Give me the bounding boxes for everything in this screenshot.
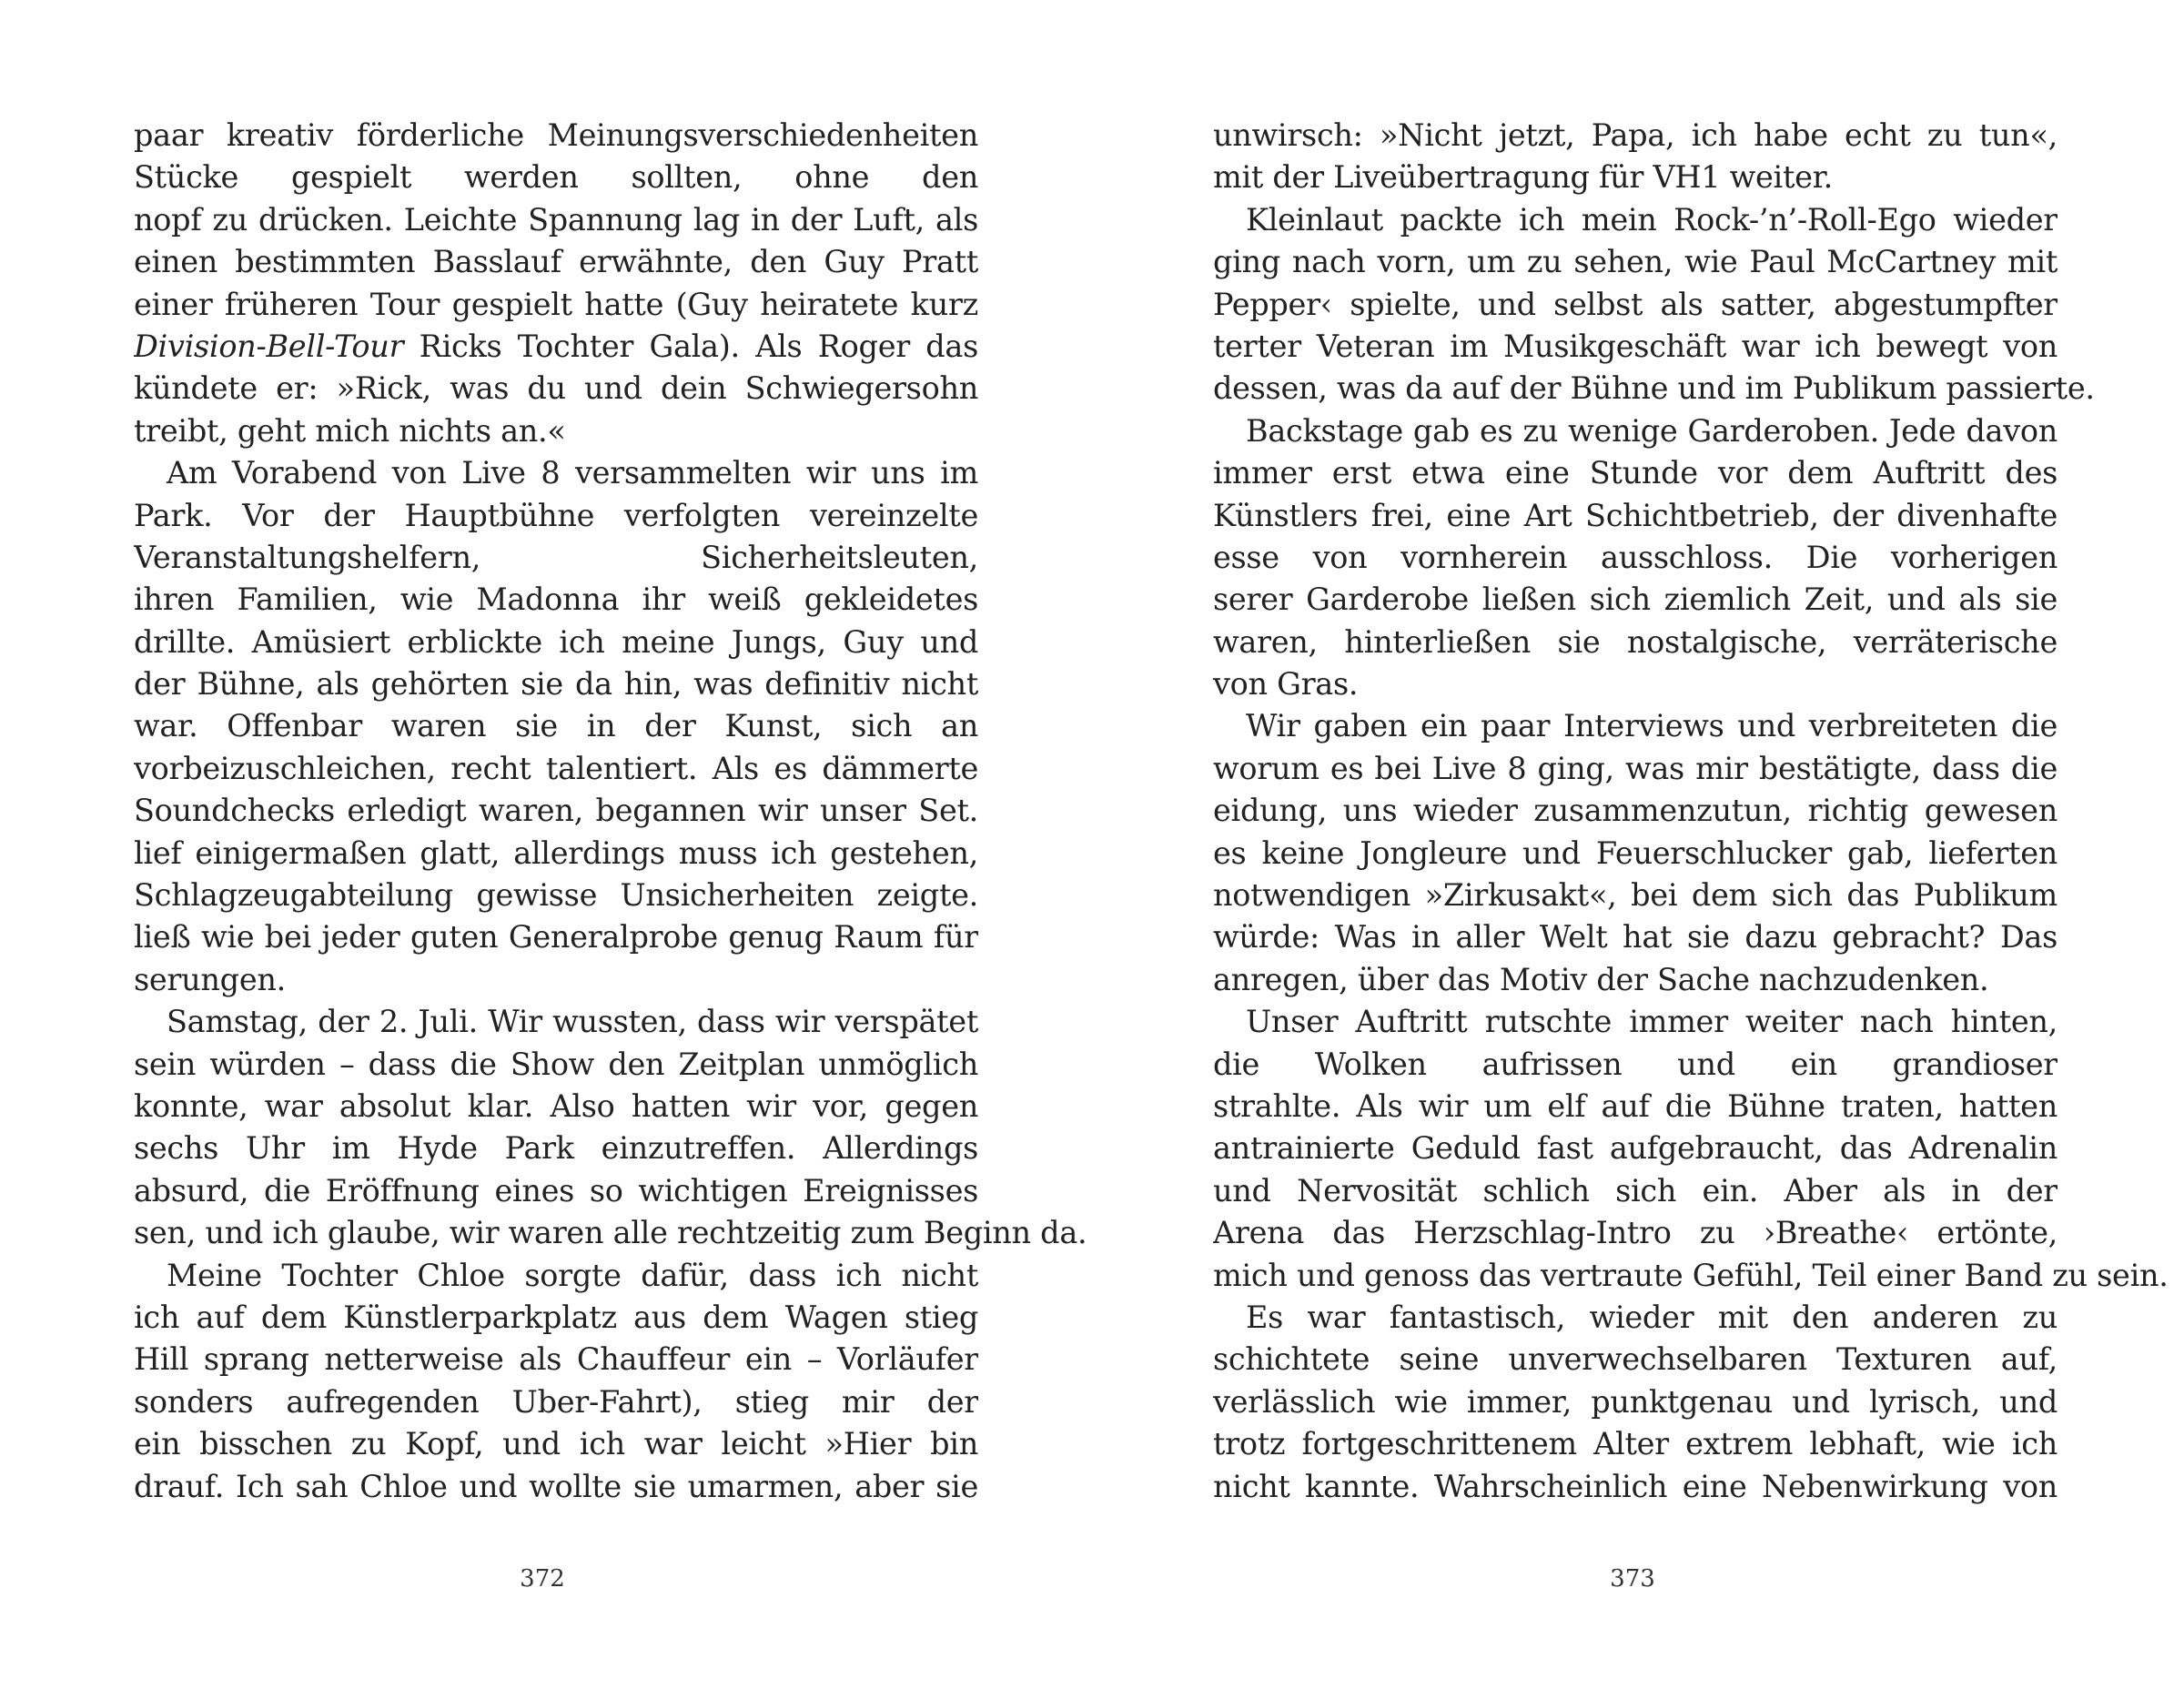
text-line [1213, 1381, 2058, 1423]
text-line [134, 495, 978, 537]
line-text: Wir gaben ein paar Interviews und verbreiteten die [1246, 708, 2058, 744]
text-line [1213, 1212, 2058, 1254]
line-text: eidung, uns wieder zusammenzutun, richtig gewesen [1213, 793, 2058, 829]
text-line [134, 1044, 978, 1086]
text-line [1213, 705, 2058, 747]
line-text: Backstage gab es zu wenige Garderoben. Jede davon [1246, 412, 2058, 449]
text-line [134, 157, 978, 198]
line-text: ich auf dem Künstlerparkplatz aus dem Wagen stieg [134, 1299, 978, 1335]
line-text: Unser Auftritt rutschte immer weiter nach hinten, [1246, 1004, 2058, 1040]
left-page-number: 372 [520, 1565, 565, 1593]
text-line [134, 875, 978, 916]
text-line [1213, 579, 2058, 621]
text-line [134, 284, 978, 326]
text-line [134, 537, 978, 579]
line-text: absurd, die Eröffnung eines so wichtigen Ereignisses [134, 1172, 978, 1209]
text-line [1213, 1297, 2058, 1339]
text-line [1213, 1170, 2058, 1212]
line-text: und Nervosität schlich sich ein. Aber als in der [1213, 1172, 2058, 1209]
text-line [134, 1086, 978, 1128]
line-text: ließ wie bei jeder guten Generalprobe genug Raum für [134, 919, 978, 956]
line-text: Veranstaltungshelfern, Sicherheitsleuten, [134, 539, 978, 575]
text-line [134, 1381, 978, 1423]
text-line [1213, 790, 2058, 832]
text-line [1213, 875, 2058, 916]
line-text: nopf zu drücken. Leichte Spannung lag in der Luft, als [134, 201, 978, 238]
line-text: sechs Uhr im Hyde Park einzutreffen. Allerdings [134, 1130, 978, 1167]
text-line [134, 833, 978, 875]
text-line [134, 705, 978, 747]
text-line [1213, 368, 2095, 410]
line-text: von Gras. [1213, 666, 1359, 703]
text-line [134, 622, 978, 663]
line-text: Schlagzeugabteilung gewisse Unsicherheiten zeigte. [134, 877, 978, 914]
text-line [1213, 241, 2058, 283]
text-line [134, 452, 978, 494]
line-text: mich und genoss das vertraute Gefühl, Teil einer Band zu sein. [1213, 1257, 2169, 1293]
line-text: Ricks Tochter Gala). Als Roger das [419, 328, 978, 364]
text-line [1213, 833, 2058, 875]
text-line [134, 199, 978, 241]
line-text: schichtete seine unverwechselbaren Texturen auf, [1213, 1341, 2058, 1378]
text-line [1213, 663, 2058, 705]
italic-title: Division-Bell-Tour [134, 328, 404, 364]
line-text: konnte, war absolut klar. Also hatten wir vor, gegen [134, 1087, 978, 1124]
text-line [134, 1423, 978, 1465]
text-line [134, 1339, 978, 1380]
text-line [134, 326, 978, 368]
line-text: unwirsch: »Nicht jetzt, Papa, ich habe echt zu tun«, [1213, 117, 2058, 153]
text-line [1213, 157, 2058, 198]
line-text: mit der Liveübertragung für VH1 weiter. [1213, 159, 1834, 196]
line-text: serungen. [134, 961, 286, 997]
line-text: worum es bei Live 8 ging, was mir bestätigte, dass die [1213, 750, 2058, 786]
line-text: Soundchecks erledigt waren, begannen wir unser Set. [134, 793, 978, 829]
line-text: war. Offenbar waren sie in der Kunst, sich an [134, 708, 978, 744]
line-text: immer erst etwa eine Stunde vor dem Auftritt des [1213, 455, 2058, 491]
line-text: Stücke gespielt werden sollten, ohne den [134, 159, 978, 196]
text-line [1213, 452, 2058, 494]
text-line [134, 1255, 978, 1297]
text-line [1213, 622, 2058, 663]
text-line [1213, 748, 2058, 790]
right-page-number: 373 [1610, 1565, 1655, 1593]
line-text: vorbeizuschleichen, recht talentiert. Als es dämmerte [134, 750, 978, 786]
line-text: strahlte. Als wir um elf auf die Bühne traten, hatten [1213, 1087, 2058, 1124]
text-line [134, 1466, 978, 1508]
text-line [134, 663, 978, 705]
line-text: Es war fantastisch, wieder mit den anderen zu [1246, 1299, 2058, 1335]
line-text: drauf. Ich sah Chloe und wollte sie umarmen, aber sie [134, 1468, 978, 1504]
text-line [134, 959, 978, 1001]
text-line [134, 410, 978, 452]
line-text: einen bestimmten Basslauf erwähnte, den Guy Pratt [134, 244, 978, 280]
text-line [1213, 959, 2058, 1001]
text-line [134, 241, 978, 283]
line-text: es keine Jongleure und Feuerschlucker gab, lieferten [1213, 834, 2058, 871]
line-text: treibt, geht mich nichts an.« [134, 412, 566, 449]
line-text: dessen, was da auf der Bühne und im Publikum passierte. [1213, 370, 2095, 407]
line-text: sonders aufregenden Uber-Fahrt), stieg mir der [134, 1383, 978, 1420]
text-line [1213, 1339, 2058, 1380]
line-text: lief einigermaßen glatt, allerdings muss ich gestehen, [134, 834, 978, 871]
text-line [1213, 410, 2058, 452]
line-text: nicht kannte. Wahrscheinlich eine Nebenwirkung von [1213, 1468, 2058, 1504]
left-page-text [134, 115, 1087, 1508]
line-text: Pepper‹ spielte, und selbst als satter, abgestumpfter [1213, 286, 2058, 322]
text-line [1213, 1255, 2169, 1297]
line-text: einer früheren Tour gespielt hatte (Guy heiratete kurz [134, 286, 978, 322]
line-text: Arena das Herzschlag-Intro zu ›Breathe‹ ertönte, [1213, 1215, 2058, 1251]
text-line [1213, 1423, 2058, 1465]
text-line [1213, 1128, 2058, 1169]
line-text: sen, und ich glaube, wir waren alle rechtzeitig zum Beginn da. [134, 1215, 1087, 1251]
line-text: kündete er: »Rick, was du und dein Schwiegersohn [134, 370, 978, 407]
text-line [1213, 115, 2058, 157]
line-text: ein bisschen zu Kopf, und ich war leicht »Hier bin [134, 1426, 978, 1462]
line-text: die Wolken aufrissen und ein grandioser [1213, 1046, 2058, 1082]
text-line [134, 1170, 978, 1212]
text-line [134, 579, 978, 621]
text-line [1213, 326, 2058, 368]
line-text: Park. Vor der Hauptbühne verfolgten vereinzelte [134, 497, 978, 533]
line-text: Künstlers frei, eine Art Schichtbetrieb, der divenhafte [1213, 497, 2058, 533]
line-text: ihren Familien, wie Madonna ihr weiß gekleidetes [134, 582, 978, 618]
text-line [1213, 1001, 2058, 1043]
text-line [1213, 495, 2058, 537]
text-line [134, 748, 978, 790]
text-line [1213, 537, 2058, 579]
text-line [134, 916, 978, 958]
line-text: sein würden – dass die Show den Zeitplan unmöglich [134, 1046, 978, 1082]
line-text: antrainierte Geduld fast aufgebraucht, das Adrenalin [1213, 1130, 2058, 1167]
text-line [1213, 199, 2058, 241]
text-line [1213, 284, 2058, 326]
line-text: anregen, über das Motiv der Sache nachzudenken. [1213, 961, 1989, 997]
line-text: Am Vorabend von Live 8 versammelten wir uns im [167, 455, 978, 491]
line-text: Meine Tochter Chloe sorgte dafür, dass ich nicht [167, 1257, 978, 1293]
text-line [134, 790, 978, 832]
line-text: Hill sprang netterweise als Chauffeur ein – Vorläufer [134, 1341, 978, 1378]
line-text: trotz fortgeschrittenem Alter extrem lebhaft, wie ich [1213, 1426, 2058, 1462]
line-text: serer Garderobe ließen sich ziemlich Zeit, und als sie [1213, 582, 2058, 618]
text-line [134, 1212, 1087, 1254]
text-line [134, 1001, 978, 1043]
text-line [1213, 1466, 2058, 1508]
right-page [1092, 0, 2184, 1699]
text-line [1213, 916, 2058, 958]
line-text: waren, hinterließen sie nostalgische, verräterische [1213, 623, 2058, 660]
text-line [134, 1297, 978, 1339]
text-line [134, 1128, 978, 1169]
line-text: Samstag, der 2. Juli. Wir wussten, dass wir verspätet [167, 1004, 978, 1040]
line-text: Kleinlaut packte ich mein Rock-’n’-Roll-Ego wieder [1246, 201, 2058, 238]
line-text: würde: Was in aller Welt hat sie dazu gebracht? Das [1213, 919, 2058, 956]
line-text: drillte. Amüsiert erblickte ich meine Jungs, Guy und [134, 623, 978, 660]
text-line [1213, 1086, 2058, 1128]
line-text: notwendigen »Zirkusakt«, bei dem sich das Publikum [1213, 877, 2058, 914]
line-text: paar kreativ förderliche Meinungsverschiedenheiten [134, 117, 978, 153]
line-text: der Bühne, als gehörten sie da hin, was definitiv nicht [134, 666, 978, 703]
text-line [134, 115, 978, 157]
right-page-text [1213, 115, 2169, 1508]
line-text: ging nach vorn, um zu sehen, wie Paul McCartney mit [1213, 244, 2058, 280]
line-text: terter Veteran im Musikgeschäft war ich bewegt von [1213, 328, 2058, 364]
text-line [134, 368, 978, 410]
text-line [1213, 1044, 2058, 1086]
line-text: esse von vornherein ausschloss. Die vorherigen [1213, 539, 2058, 575]
line-text: verlässlich wie immer, punktgenau und lyrisch, und [1213, 1383, 2058, 1420]
